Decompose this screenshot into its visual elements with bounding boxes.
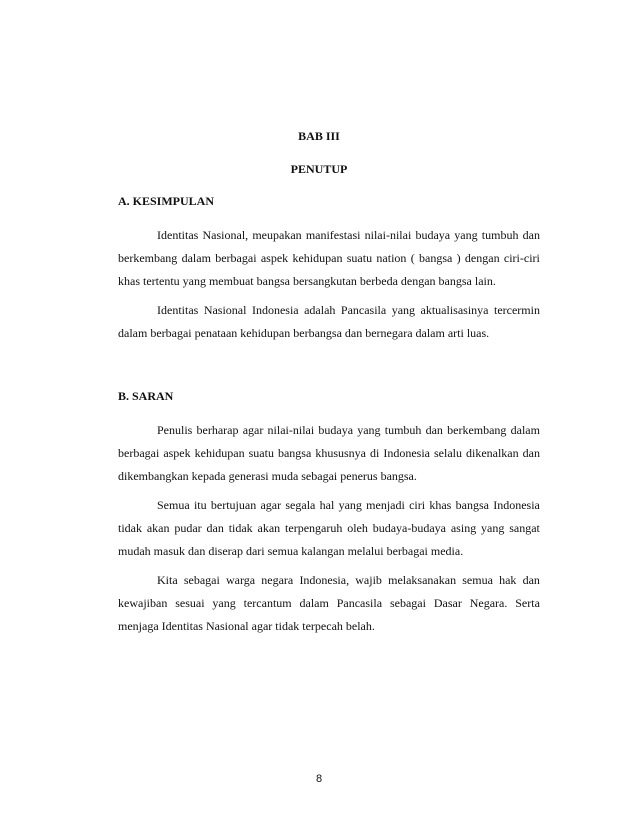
paragraph-line: dalam berbagai penataan kehidupan berbangsa dan bernegara dalam arti luas. — [118, 326, 490, 340]
section-heading-saran: B. SARAN — [118, 389, 174, 403]
paragraph-line: dikembangkan kepada generasi muda sebagai penerus bangsa. — [118, 469, 417, 483]
section-heading-kesimpulan: A. KESIMPULAN — [118, 194, 215, 208]
paragraph-line: berkembang dalam berbagai aspek kehidupan suatu nation ( bangsa ) dengan ciri-ciri — [118, 251, 540, 265]
paragraph-line: kewajiban sesuai yang tercantum dalam Pancasila sebagai Dasar Negara. Serta — [118, 596, 540, 610]
paragraph-line: mudah masuk dan diserap dari semua kalangan melalui berbagai media. — [118, 544, 464, 558]
chapter-title: PENUTUP — [290, 162, 348, 176]
paragraph-line: berbagai aspek kehidupan suatu bangsa khususnya di Indonesia selalu dikenalkan dan — [118, 446, 540, 460]
paragraph-line: Kita sebagai warga negara Indonesia, wajib melaksanakan semua hak dan — [157, 573, 540, 587]
paragraph-line: Identitas Nasional, meupakan manifestasi nilai-nilai budaya yang tumbuh dan — [157, 228, 540, 242]
paragraph-line: menjaga Identitas Nasional agar tidak terpecah belah. — [118, 619, 375, 633]
paragraph-line: Identitas Nasional Indonesia adalah Pancasila yang aktualisasinya tercermin — [157, 303, 540, 317]
paragraph-line: Semua itu bertujuan agar segala hal yang menjadi ciri khas bangsa Indonesia — [157, 498, 540, 512]
paragraph-line: tidak akan pudar dan tidak akan terpengaruh oleh budaya-budaya asing yang sangat — [118, 521, 540, 535]
page-number: 8 — [315, 773, 323, 785]
chapter-number: BAB III — [298, 129, 340, 143]
paragraph-line: khas tertentu yang membuat bangsa bersangkutan berbeda dengan bangsa lain. — [118, 274, 496, 288]
paragraph-line: Penulis berharap agar nilai-nilai budaya yang tumbuh dan berkembang dalam — [157, 423, 540, 437]
